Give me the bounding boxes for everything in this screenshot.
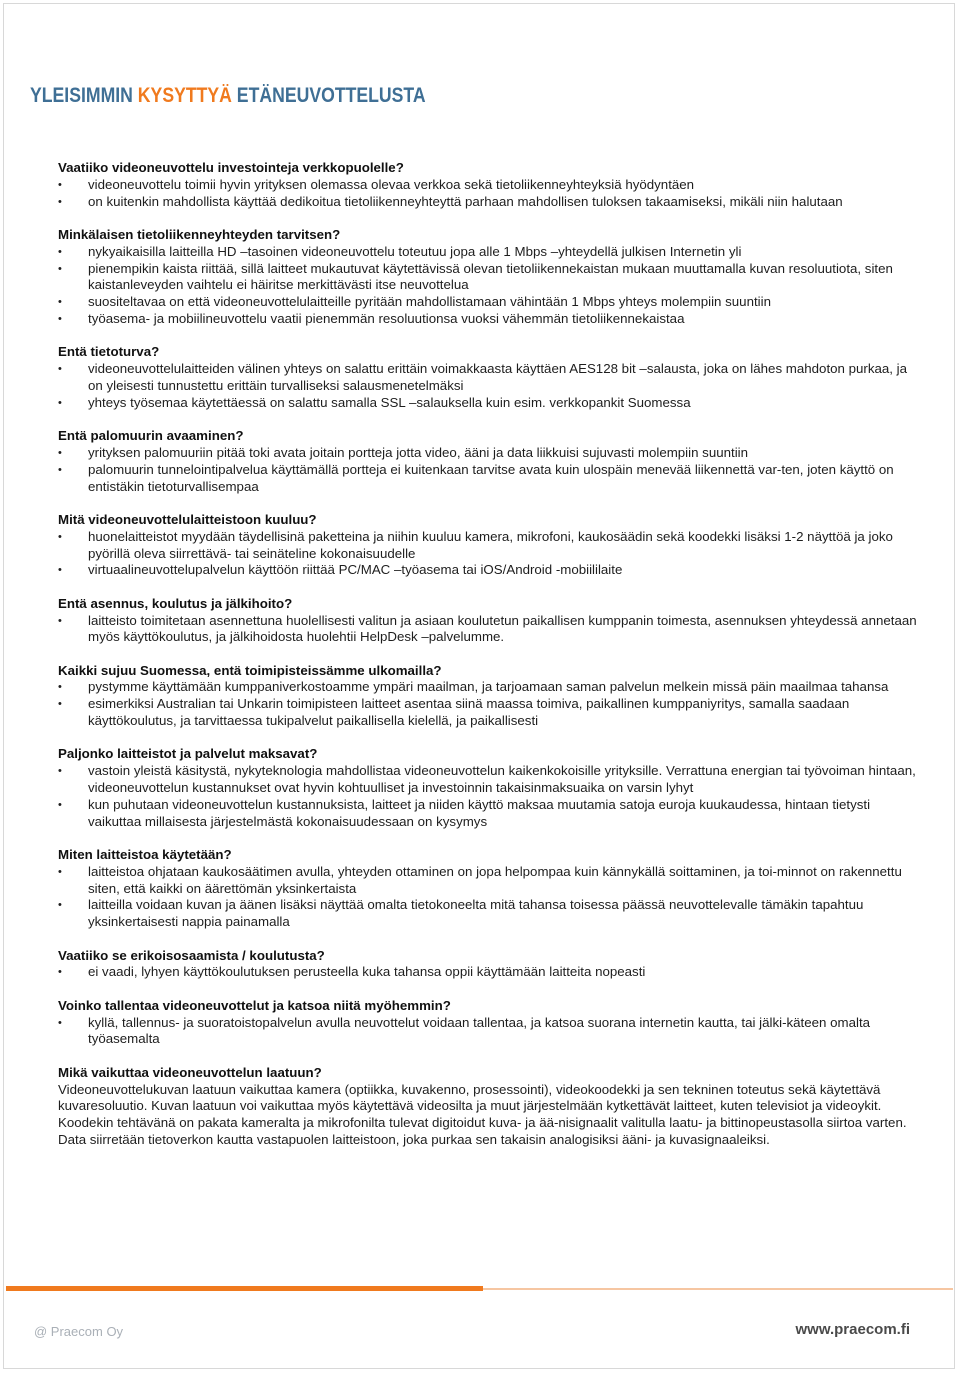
faq-section-7 <box>58 663 924 730</box>
faq-question: Mikä vaikuttaa videoneuvottelun laatuun? <box>58 1064 322 1080</box>
faq-section-3 <box>58 344 924 411</box>
faq-content <box>58 160 924 1165</box>
faq-question: Entä palomuurin avaaminen? <box>58 428 244 444</box>
list-item: • videoneuvottelulaitteiden välinen yhteys on salattu erittäin voimakkaasta käyttäen AES128 bit –salausta, joka on lähes mahdoton purkaa, ja on yleisesti tunnustettu erittäin turvalliseksi salausmenetelmäksi <box>58 361 924 395</box>
faq-answer-paragraph: Videoneuvottelukuvan laatuun vaikuttaa kamera (optiikka, kuvakenno, prosessointi), videokoodekki ja sen tekninen toteutus sekä käytettävä kuvaresoluutio. Kuvan laatuun voi vaikuttaa myös käytettävä videosilta ja muut järjestelmään kytkettävät laitteet, kuten televisiot ja videoykit. Koodekin tehtävänä on pakata kameralta ja mikrofonilta tulevat digitoidut kuva- ja ää-nisignaalit valitulla laatu- ja bittinopeustasolla siirtoa varten. Data siirretään tietoverkon kautta vastapuolen laitteistoon, joka purkaa sen takaisin analogisiksi ääni- ja kuvasignaaleiksi. <box>58 1081 907 1147</box>
footer-divider-accent <box>6 1286 483 1291</box>
list-item: • yrityksen palomuuriin pitää toki avata joitain portteja jotta video, ääni ja data liikkuisi sujuvasti molempiin suuntiin <box>58 445 924 462</box>
list-item: • nykyaikaisilla laitteilla HD –tasoinen videoneuvottelu toteutuu jopa alle 1 Mbps –yhteydellä julkisen Internetin yli <box>58 244 924 261</box>
list-item: • laitteistoa ohjataan kaukosäätimen avulla, yhteyden ottaminen on jopa helpompaa kuin kännykällä soittaminen, ja toi-minnot on rakennettu siten, että kaikki on äärettömän yksinkertaista <box>58 864 924 898</box>
faq-question: Vaatiiko videoneuvottelu investointeja verkkopuolelle? <box>58 160 404 175</box>
footer-website-link[interactable]: www.praecom.fi <box>795 1321 910 1338</box>
faq-section-12 <box>58 1065 924 1149</box>
faq-question: Entä asennus, koulutus ja jälkihoito? <box>58 595 293 611</box>
list-item: • ei vaadi, lyhyen käyttökoulutuksen perusteella kuka tahansa oppii käyttämään laitteita nopeasti <box>58 964 924 981</box>
list-item: • palomuurin tunnelointipalvelua käyttämällä portteja ei kuitenkaan tarvitse avata kuin ulospäin menevää liikennettä var-ten, joten käyttö on entistäkin tietoturvallisempaa <box>58 462 924 496</box>
faq-question: Miten laitteistoa käytetään? <box>58 847 232 863</box>
faq-section-8 <box>58 746 924 830</box>
list-item: • kun puhutaan videoneuvottelun kustannuksista, laitteet ja niiden käyttö maksaa muutamia satoja euroja kuukaudessa, hintaan tietysti vaikuttaa millaisesta järjestelmästä kokonaisuudessaan on kysymys <box>58 797 924 831</box>
faq-section-1 <box>58 160 924 210</box>
list-item: • on kuitenkin mahdollista käyttää dedikoitua tietoliikenneyhteyttä parhaan mahdollisen tuloksen takaamiseksi, mikäli niin halutaan <box>58 194 924 211</box>
title-part-2: KYSYTTYÄ <box>137 84 232 107</box>
title-part-3: ETÄNEUVOTTELUSTA <box>231 84 426 107</box>
list-item: • laitteisto toimitetaan asennettuna huolellisesti valitun ja asiaan koulutetun paikallisen kumppanin toimesta, asennuksen yhteydessä annetaan myös käyttökoulutus, ja jälkihoidosta huolehtii HelpDesk –palvelumme. <box>58 613 924 647</box>
faq-section-6 <box>58 596 924 646</box>
faq-answer-list <box>58 864 924 931</box>
list-item: • videoneuvottelu toimii hyvin yrityksen olemassa olevaa verkkoa sekä tietoliikenneyhteyksiä hyödyntäen <box>58 177 924 194</box>
faq-section-5 <box>58 512 924 579</box>
faq-question: Minkälaisen tietoliikenneyhteyden tarvitsen? <box>58 226 341 242</box>
faq-question: Vaatiiko se erikoisosaamista / koulutusta? <box>58 947 325 963</box>
list-item: • esimerkiksi Australian tai Unkarin toimipisteen laitteet asentaa siinä maassa toimiva, paikallinen kumppaniyritys, samalla saadaan käyttökoulutus, ja tarvittaessa tukipalvelut paikallisella kielellä, ja paikallisesti <box>58 696 924 730</box>
faq-section-2 <box>58 227 924 328</box>
footer-copyright: @ Praecom Oy <box>34 1324 124 1339</box>
list-item: • kyllä, tallennus- ja suoratoistopalvelun avulla neuvottelut voidaan tallentaa, ja katsoa suorana internetin kautta, tai jälki-käteen omalta työasemalta <box>58 1015 924 1049</box>
list-item: • laitteilla voidaan kuvan ja äänen lisäksi näyttää omalta tietokoneelta mitä tahansa toisessa päässä neuvottelevalle tämäkin tapahtuu yksinkertaisesti nappia painamalla <box>58 897 924 931</box>
list-item: • työasema- ja mobiilineuvottelu vaatii pienemmän resoluutionsa vuoksi vähemmän tietoliikennekaistaa <box>58 311 924 328</box>
list-item: • yhteys työsemaa käytettäessä on salattu samalla SSL –salauksella kuin esim. verkkopankit Suomessa <box>58 395 924 412</box>
faq-section-10 <box>58 948 924 982</box>
footer-divider-light <box>483 1288 953 1290</box>
list-item: • virtuaalineuvottelupalvelun käyttöön riittää PC/MAC –työasema tai iOS/Android -mobiililaite <box>58 562 924 579</box>
faq-answer-list <box>58 763 924 830</box>
faq-question: Mitä videoneuvottelulaitteistoon kuuluu? <box>58 511 317 527</box>
page-title <box>30 84 426 108</box>
faq-question: Paljonko laitteistot ja palvelut maksavat? <box>58 746 318 762</box>
list-item: • pienempikin kaista riittää, sillä laitteet mukautuvat käytettävissä olevan tietoliikennekaistan mukaan muuttamalla kuvan resoluutiota, siten kaistanleveyden vaihtelu ei häiritse merkittävästi itse neuvottelua <box>58 261 924 295</box>
faq-answer-list <box>58 1015 924 1049</box>
faq-answer-list <box>58 679 924 729</box>
faq-question: Kaikki sujuu Suomessa, entä toimipisteissämme ulkomailla? <box>58 662 442 678</box>
list-item: • vastoin yleistä käsitystä, nykyteknologia mahdollistaa videoneuvottelun kaikenkokoisille yrityksille. Verrattuna energian tai työvoiman hintaan, videoneuvottelun kustannukset ovat hyvin kohtuulliset ja investoinnin takaisinmaksuaika on varsin lyhyt <box>58 763 924 797</box>
faq-answer-list <box>58 244 924 328</box>
faq-answer-list <box>58 177 924 211</box>
faq-answer-list <box>58 445 924 495</box>
faq-answer-list <box>58 964 924 981</box>
faq-section-11 <box>58 998 924 1048</box>
faq-answer-list <box>58 529 924 579</box>
list-item: • huonelaitteistot myydään täydellisinä paketteina ja niihin kuuluu kamera, mikrofoni, kaukosäädin sekä koodekki lisäksi 1-2 näyttöä ja joko pyörillä oleva siirrettävä- tai seinäteline kokonaisuudelle <box>58 529 924 563</box>
faq-answer-list <box>58 361 924 411</box>
faq-question: Voinko tallentaa videoneuvottelut ja katsoa niitä myöhemmin? <box>58 997 451 1013</box>
faq-question: Entä tietoturva? <box>58 344 160 360</box>
faq-answer-list <box>58 613 924 647</box>
title-part-1: YLEISIMMIN <box>30 84 138 107</box>
faq-section-4 <box>58 428 924 495</box>
faq-section-9 <box>58 847 924 931</box>
list-item: • suositeltavaa on että videoneuvottelulaitteille pyritään mahdollistamaan vähintään 1 Mbps yhteys molempiin suuntiin <box>58 294 924 311</box>
list-item: • pystymme käyttämään kumppaniverkostoamme ympäri maailman, ja tarjoamaan saman palvelun melkein missä päin maailmaa tahansa <box>58 679 924 696</box>
